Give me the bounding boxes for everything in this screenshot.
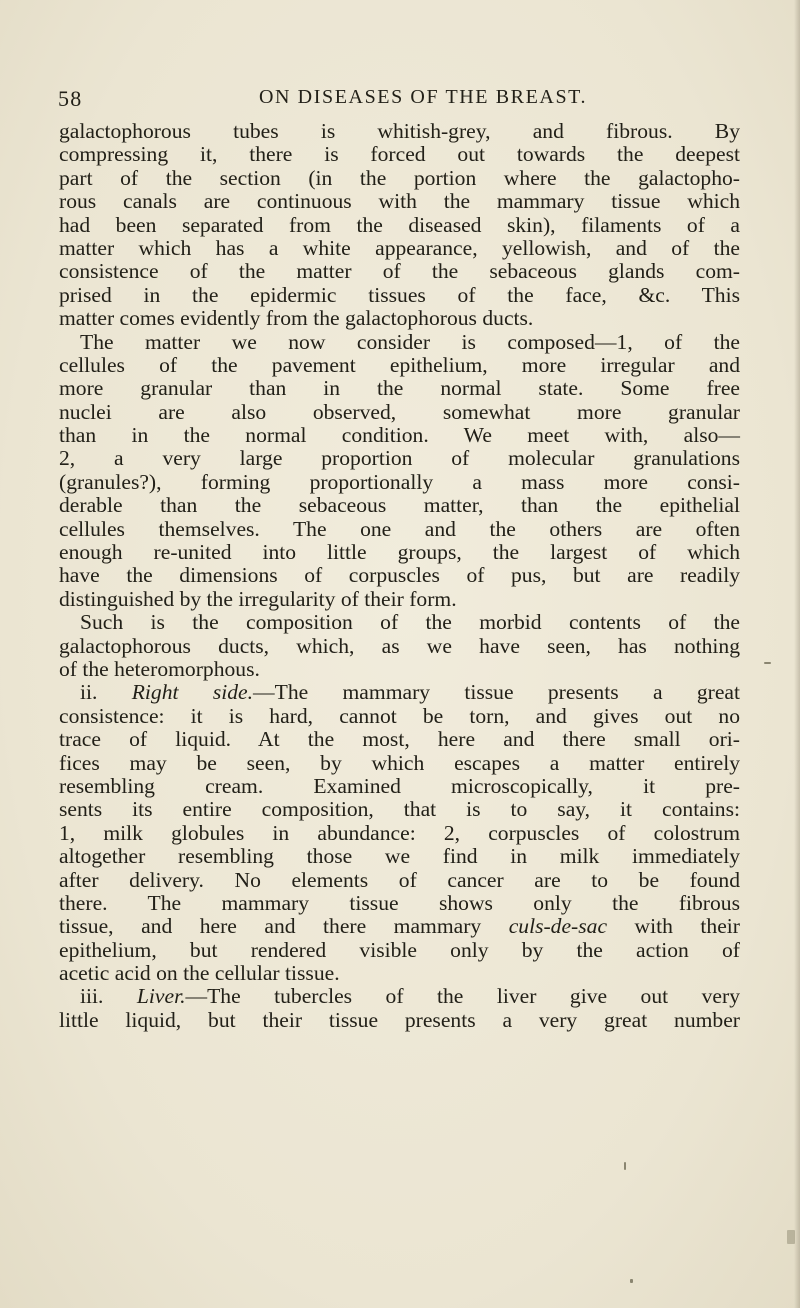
text-line: derable than the sebaceous matter, than the epithelial <box>59 493 740 518</box>
text-line: nuclei are also observed, somewhat more granular <box>59 399 740 424</box>
text-line: more granular than in the normal state. Some free <box>59 376 740 401</box>
text-line: trace of liquid. At the most, here and there small ori- <box>59 727 740 752</box>
body-text <box>59 120 740 1032</box>
ink-dot <box>630 1279 633 1283</box>
stray-mark <box>624 1162 626 1170</box>
text-line: rous canals are continuous with the mammary tissue which <box>59 189 740 214</box>
text-line: Such is the composition of the morbid contents of the <box>80 610 740 635</box>
text-line: (granules?), forming proportionally a mass more consi- <box>59 469 740 494</box>
text-line: The matter we now consider is composed—1, of the <box>80 329 740 354</box>
text-line: galactophorous ducts, which, as we have seen, has nothing <box>59 633 740 658</box>
text-line: than in the normal condition. We meet with, also— <box>59 423 740 448</box>
text-line: consistence of the matter of the sebaceous glands com- <box>59 259 740 284</box>
text-line: compressing it, there is forced out towards the deepest <box>59 142 740 167</box>
text-line: sents its entire composition, that is to say, it contains: <box>59 797 740 822</box>
text-fragment: —The mammary tissue presents a great <box>253 680 741 705</box>
text-fragment: —The tubercles of the liver give out very <box>185 984 740 1009</box>
text-line: cellules of the pavement epithelium, more irregular and <box>59 352 740 377</box>
section-numeral: iii. <box>80 984 104 1009</box>
page-number: 58 <box>58 86 83 111</box>
section-numeral: ii. <box>80 680 98 705</box>
text-line: matter comes evidently from the galactophorous ducts. <box>59 306 534 331</box>
page-edge-shadow <box>794 0 800 1308</box>
text-line: after delivery. No elements of cancer are to be found <box>59 867 740 892</box>
text-line: enough re-united into little groups, the largest of which <box>59 540 740 565</box>
text-line-with-italic <box>59 915 740 938</box>
text-line: cellules themselves. The one and the others are often <box>59 516 740 541</box>
page-header <box>58 86 738 116</box>
text-line: part of the section (in the portion where the galactopho- <box>59 165 740 190</box>
text-line: matter which has a white appearance, yellowish, and of the <box>59 235 740 260</box>
text-line: little liquid, but their tissue presents a very great number <box>59 1007 740 1032</box>
section-title: Liver. <box>136 984 186 1009</box>
text-line: had been separated from the diseased skin), filaments of a <box>59 212 740 237</box>
text-line: of the heteromorphous. <box>59 656 260 681</box>
text-line: prised in the epidermic tissues of the face, &c. This <box>59 282 740 307</box>
text-line: resembling cream. Examined microscopically, it pre- <box>59 773 740 798</box>
text-fragment: with their <box>634 914 740 939</box>
italic-term: culs-de-sac <box>508 914 608 939</box>
text-line: galactophorous tubes is whitish-grey, and fibrous. By <box>59 119 740 143</box>
section-heading-line <box>59 681 740 704</box>
text-line: altogether resembling those we find in milk immediately <box>59 844 740 869</box>
text-line: 2, a very large proportion of molecular granulations <box>59 446 740 471</box>
text-fragment: tissue, and here and there mammary <box>59 914 482 939</box>
text-line: 1, milk globules in abundance: 2, corpuscles of colostrum <box>59 820 740 845</box>
section-title: Right side. <box>131 680 254 705</box>
running-title: ON DISEASES OF THE BREAST. <box>259 86 588 108</box>
section-heading-line <box>59 985 740 1008</box>
text-line: distinguished by the irregularity of their form. <box>59 586 457 611</box>
text-line: have the dimensions of corpuscles of pus, but are readily <box>59 563 740 588</box>
text-line: epithelium, but rendered visible only by the action of <box>59 937 740 962</box>
text-line: consistence: it is hard, cannot be torn, and gives out no <box>59 703 740 728</box>
text-line: fices may be seen, by which escapes a matter entirely <box>59 750 740 775</box>
text-line: there. The mammary tissue shows only the fibrous <box>59 890 740 915</box>
text-line: acetic acid on the cellular tissue. <box>59 961 340 986</box>
margin-mark <box>764 662 771 664</box>
